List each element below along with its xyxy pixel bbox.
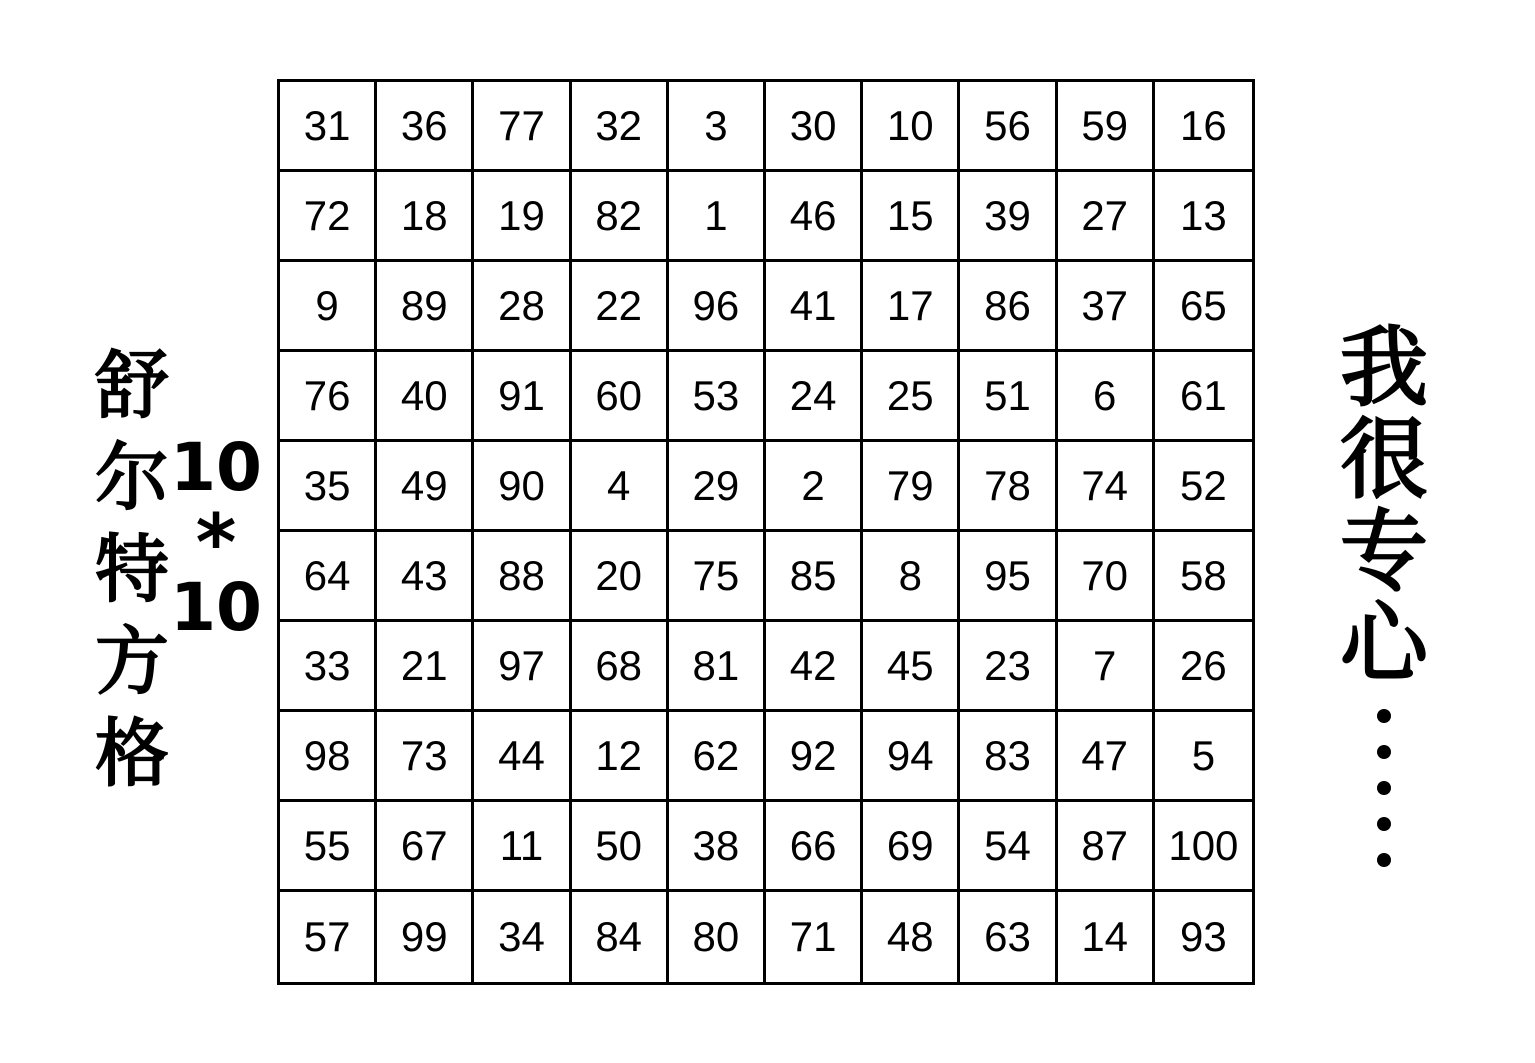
grid-cell[interactable]: 5 xyxy=(1155,712,1252,802)
grid-cell[interactable]: 74 xyxy=(1058,442,1155,532)
grid-cell[interactable]: 66 xyxy=(766,802,863,892)
grid-cell[interactable]: 51 xyxy=(960,352,1057,442)
grid-cell[interactable]: 29 xyxy=(669,442,766,532)
grid-cell[interactable]: 46 xyxy=(766,172,863,262)
schulte-title xyxy=(92,340,172,800)
grid-cell[interactable]: 43 xyxy=(377,532,474,622)
grid-cell[interactable]: 61 xyxy=(1155,352,1252,442)
grid-cell[interactable]: 60 xyxy=(572,352,669,442)
grid-rows-count: 10 xyxy=(170,429,262,506)
grid-cell[interactable]: 79 xyxy=(863,442,960,532)
grid-cell[interactable]: 6 xyxy=(1058,352,1155,442)
grid-cell[interactable]: 47 xyxy=(1058,712,1155,802)
grid-cell[interactable]: 70 xyxy=(1058,532,1155,622)
ellipsis-dot xyxy=(1377,709,1391,723)
grid-cell[interactable]: 30 xyxy=(766,82,863,172)
grid-cell[interactable]: 67 xyxy=(377,802,474,892)
grid-cell[interactable]: 52 xyxy=(1155,442,1252,532)
grid-cell[interactable]: 99 xyxy=(377,892,474,982)
grid-cell[interactable]: 63 xyxy=(960,892,1057,982)
grid-cell[interactable]: 56 xyxy=(960,82,1057,172)
grid-cell[interactable]: 49 xyxy=(377,442,474,532)
grid-cell[interactable]: 17 xyxy=(863,262,960,352)
grid-cell[interactable]: 41 xyxy=(766,262,863,352)
grid-cell[interactable]: 71 xyxy=(766,892,863,982)
grid-cell[interactable]: 65 xyxy=(1155,262,1252,352)
grid-cell[interactable]: 21 xyxy=(377,622,474,712)
grid-cell[interactable]: 57 xyxy=(280,892,377,982)
grid-cell[interactable]: 42 xyxy=(766,622,863,712)
caption-char: 很 xyxy=(1339,408,1428,511)
grid-cell[interactable]: 76 xyxy=(280,352,377,442)
ellipsis-dot xyxy=(1377,817,1391,831)
grid-cell[interactable]: 78 xyxy=(960,442,1057,532)
grid-cell[interactable]: 16 xyxy=(1155,82,1252,172)
grid-size-label xyxy=(170,428,262,648)
grid-cell[interactable]: 25 xyxy=(863,352,960,442)
focus-caption xyxy=(1336,316,1432,878)
grid-cell[interactable]: 58 xyxy=(1155,532,1252,622)
grid-cell[interactable]: 12 xyxy=(572,712,669,802)
grid-cols-count: 10 xyxy=(170,569,262,646)
grid-cell[interactable]: 59 xyxy=(1058,82,1155,172)
grid-cell[interactable]: 88 xyxy=(474,532,571,622)
ellipsis-dot xyxy=(1377,781,1391,795)
grid-cell[interactable]: 82 xyxy=(572,172,669,262)
grid-cell[interactable]: 39 xyxy=(960,172,1057,262)
grid-cell[interactable]: 92 xyxy=(766,712,863,802)
grid-cell[interactable]: 53 xyxy=(669,352,766,442)
grid-cell[interactable]: 96 xyxy=(669,262,766,352)
schulte-grid xyxy=(277,79,1255,985)
grid-cell[interactable]: 4 xyxy=(572,442,669,532)
grid-cell[interactable]: 38 xyxy=(669,802,766,892)
grid-cell[interactable]: 69 xyxy=(863,802,960,892)
title-char: 尔 xyxy=(95,435,169,521)
grid-cell[interactable]: 10 xyxy=(863,82,960,172)
caption-char: 专 xyxy=(1339,500,1428,603)
grid-cell[interactable]: 35 xyxy=(280,442,377,532)
grid-cell[interactable]: 95 xyxy=(960,532,1057,622)
grid-cell[interactable]: 28 xyxy=(474,262,571,352)
grid-cell[interactable]: 34 xyxy=(474,892,571,982)
grid-cell[interactable]: 37 xyxy=(1058,262,1155,352)
grid-cell[interactable]: 14 xyxy=(1058,892,1155,982)
ellipsis-dot xyxy=(1377,745,1391,759)
grid-cell[interactable]: 72 xyxy=(280,172,377,262)
grid-cell[interactable]: 55 xyxy=(280,802,377,892)
ellipsis-dot xyxy=(1377,853,1391,867)
grid-cell[interactable]: 24 xyxy=(766,352,863,442)
title-char: 特 xyxy=(95,527,169,613)
grid-cell[interactable]: 84 xyxy=(572,892,669,982)
grid-cell[interactable]: 97 xyxy=(474,622,571,712)
grid-cell[interactable]: 62 xyxy=(669,712,766,802)
grid-cell[interactable]: 85 xyxy=(766,532,863,622)
grid-cell[interactable]: 45 xyxy=(863,622,960,712)
grid-cell[interactable]: 100 xyxy=(1155,802,1252,892)
grid-cell[interactable]: 3 xyxy=(669,82,766,172)
grid-cell[interactable]: 80 xyxy=(669,892,766,982)
grid-cell[interactable]: 36 xyxy=(377,82,474,172)
grid-cell[interactable]: 54 xyxy=(960,802,1057,892)
grid-cell[interactable]: 87 xyxy=(1058,802,1155,892)
grid-cell[interactable]: 32 xyxy=(572,82,669,172)
title-char: 方 xyxy=(95,619,169,705)
grid-cell[interactable]: 77 xyxy=(474,82,571,172)
grid-cell[interactable]: 94 xyxy=(863,712,960,802)
grid-cell[interactable]: 98 xyxy=(280,712,377,802)
grid-cell[interactable]: 48 xyxy=(863,892,960,982)
grid-cell[interactable]: 18 xyxy=(377,172,474,262)
grid-cell[interactable]: 27 xyxy=(1058,172,1155,262)
grid-cell[interactable]: 20 xyxy=(572,532,669,622)
grid-cell[interactable]: 33 xyxy=(280,622,377,712)
grid-cell[interactable]: 89 xyxy=(377,262,474,352)
grid-cell[interactable]: 64 xyxy=(280,532,377,622)
ellipsis-dots xyxy=(1377,698,1391,878)
title-char: 舒 xyxy=(95,343,169,429)
grid-cell[interactable]: 23 xyxy=(960,622,1057,712)
grid-cell[interactable]: 93 xyxy=(1180,913,1227,960)
grid-cell[interactable]: 11 xyxy=(474,802,571,892)
grid-cell[interactable]: 75 xyxy=(669,532,766,622)
grid-cell[interactable]: 73 xyxy=(377,712,474,802)
grid-cell[interactable]: 7 xyxy=(1058,622,1155,712)
grid-cell[interactable]: 1 xyxy=(669,172,766,262)
grid-cell[interactable]: 19 xyxy=(474,172,571,262)
grid-cell[interactable]: 15 xyxy=(863,172,960,262)
grid-cell[interactable]: 9 xyxy=(280,262,377,352)
caption-char: 我 xyxy=(1339,316,1428,419)
times-sign: * xyxy=(195,499,237,589)
grid-cell[interactable]: 2 xyxy=(766,442,863,532)
caption-char: 心 xyxy=(1339,592,1428,695)
grid-cell[interactable]: 40 xyxy=(377,352,474,442)
grid-cell[interactable]: 8 xyxy=(863,532,960,622)
grid-cell[interactable]: 86 xyxy=(960,262,1057,352)
title-char: 格 xyxy=(95,711,169,797)
grid-cell[interactable]: 50 xyxy=(572,802,669,892)
grid-cell[interactable]: 31 xyxy=(280,82,377,172)
grid-cell[interactable]: 81 xyxy=(669,622,766,712)
grid-cell[interactable]: 91 xyxy=(474,352,571,442)
grid-cell[interactable]: 13 xyxy=(1155,172,1252,262)
grid-cell[interactable]: 22 xyxy=(572,262,669,352)
grid-cell[interactable]: 90 xyxy=(474,442,571,532)
grid-cell[interactable]: 83 xyxy=(960,712,1057,802)
grid-cell[interactable]: 26 xyxy=(1155,622,1252,712)
grid-cell[interactable]: 68 xyxy=(572,622,669,712)
grid-cell[interactable]: 44 xyxy=(474,712,571,802)
